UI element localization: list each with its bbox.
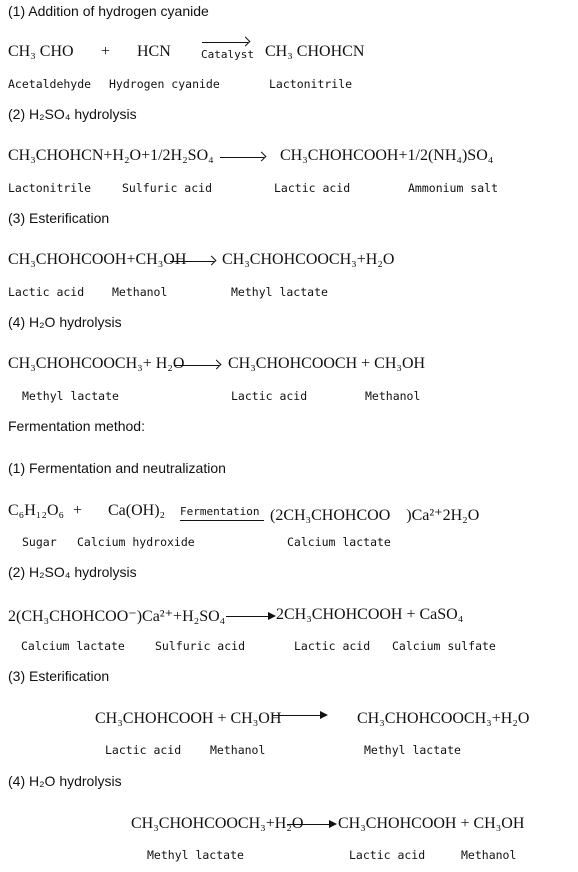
equation-right: CH₃CHOHCOOCH + CH₃OH: [228, 355, 426, 372]
fermentation-1-heading: (1) Fermentation and neutralization: [8, 460, 226, 476]
fermentation-label: Fermentation: [180, 505, 260, 518]
label-lactonitrile: Lactonitrile: [269, 77, 353, 91]
label-methanol: Methanol: [365, 389, 421, 403]
equation-right: CH₃CHOHCOOH + CH₃OH: [338, 815, 525, 832]
label-calcium-hydroxide: Calcium hydroxide: [77, 535, 195, 549]
label-lactonitrile: Lactonitrile: [8, 181, 92, 195]
fermentation-3-heading: (3) Esterification: [8, 668, 110, 684]
reaction-arrow: [170, 261, 214, 262]
label-acetaldehyde: Acetaldehyde: [8, 77, 92, 91]
equation-right: CH₃CHOHCOOH+1/2(NH₄)SO₄: [280, 147, 494, 164]
reaction-arrow: [272, 715, 326, 716]
label-sulfuric-acid: Sulfuric acid: [155, 639, 246, 653]
label-hydrogen-cyanide: Hydrogen cyanide: [109, 77, 220, 91]
section-1-heading: (1) Addition of hydrogen cyanide: [8, 3, 209, 19]
label-sugar: Sugar: [22, 535, 57, 549]
label-methyl-lactate: Methyl lactate: [22, 389, 119, 403]
reaction-arrow: [202, 42, 248, 43]
reactant-calcium-hydroxide: Ca(OH)₂: [108, 502, 166, 519]
section-2-heading: (2) H₂SO₄ hydrolysis: [8, 106, 137, 122]
section-3-heading: (3) Esterification: [8, 210, 110, 226]
catalyst-label: Catalyst: [201, 48, 254, 61]
label-ammonium-salt: Ammonium salt: [408, 181, 499, 195]
reaction-arrow: [220, 157, 264, 158]
plus-sign: +: [73, 502, 83, 519]
fermentation-2-heading: (2) H₂SO₄ hydrolysis: [8, 564, 137, 580]
label-methyl-lactate: Methyl lactate: [364, 743, 461, 757]
fermentation-title: Fermentation method:: [8, 418, 145, 434]
label-lactic-acid: Lactic acid: [274, 181, 351, 195]
equation-left: CH₃CHOHCOOCH₃+ H₂O: [8, 355, 185, 372]
label-lactic-acid: Lactic acid: [231, 389, 308, 403]
label-lactic-acid: Lactic acid: [294, 639, 371, 653]
label-lactic-acid: Lactic acid: [349, 848, 426, 862]
label-lactic-acid: Lactic acid: [105, 743, 182, 757]
section-4-heading: (4) H₂O hydrolysis: [8, 314, 122, 330]
equation-right: CH₃CHOHCOOCH₃+H₂O: [222, 251, 395, 268]
label-methanol: Methanol: [461, 848, 517, 862]
equation-left: 2(CH₃CHOHCOO⁻)Ca²⁺+H₂SO₄: [8, 608, 226, 625]
reaction-arrow: [287, 824, 335, 825]
label-methyl-lactate: Methyl lactate: [147, 848, 244, 862]
equation-right: 2CH₃CHOHCOOH + CaSO₄: [276, 606, 464, 623]
equation-left: CH₃CHOHCOOH + CH₃OH: [95, 710, 282, 727]
label-calcium-lactate: Calcium lactate: [287, 535, 391, 549]
label-calcium-sulfate: Calcium sulfate: [392, 639, 496, 653]
label-sulfuric-acid: Sulfuric acid: [122, 181, 213, 195]
fermentation-4-heading: (4) H₂O hydrolysis: [8, 773, 122, 789]
reactant-acetaldehyde: CH₃ CHO: [8, 43, 74, 60]
label-methyl-lactate: Methyl lactate: [231, 285, 328, 299]
product-calcium-lactate: (2CH₃CHOHCOO )Ca²⁺2H₂O: [270, 507, 480, 524]
reaction-arrow: [175, 365, 219, 366]
equation-right: CH₃CHOHCOOCH₃+H₂O: [357, 710, 530, 727]
reactant-hcn: HCN: [137, 43, 171, 60]
equation-left: CH₃CHOHCOOCH₃+H₂O: [131, 815, 304, 832]
label-methanol: Methanol: [112, 285, 168, 299]
plus-sign: +: [101, 43, 111, 60]
reactant-sugar: C₆H₁₂O₆: [8, 502, 65, 519]
label-calcium-lactate: Calcium lactate: [21, 639, 125, 653]
label-methanol: Methanol: [210, 743, 266, 757]
reaction-arrow-line: [180, 520, 264, 521]
equation-left: CH₃CHOHCN+H₂O+1/2H₂SO₄: [8, 147, 214, 164]
label-lactic-acid: Lactic acid: [8, 285, 85, 299]
product-lactonitrile: CH₃ CHOHCN: [265, 43, 365, 60]
reaction-arrow: [226, 616, 274, 617]
equation-left: CH₃CHOHCOOH+CH₃OH: [8, 251, 187, 268]
